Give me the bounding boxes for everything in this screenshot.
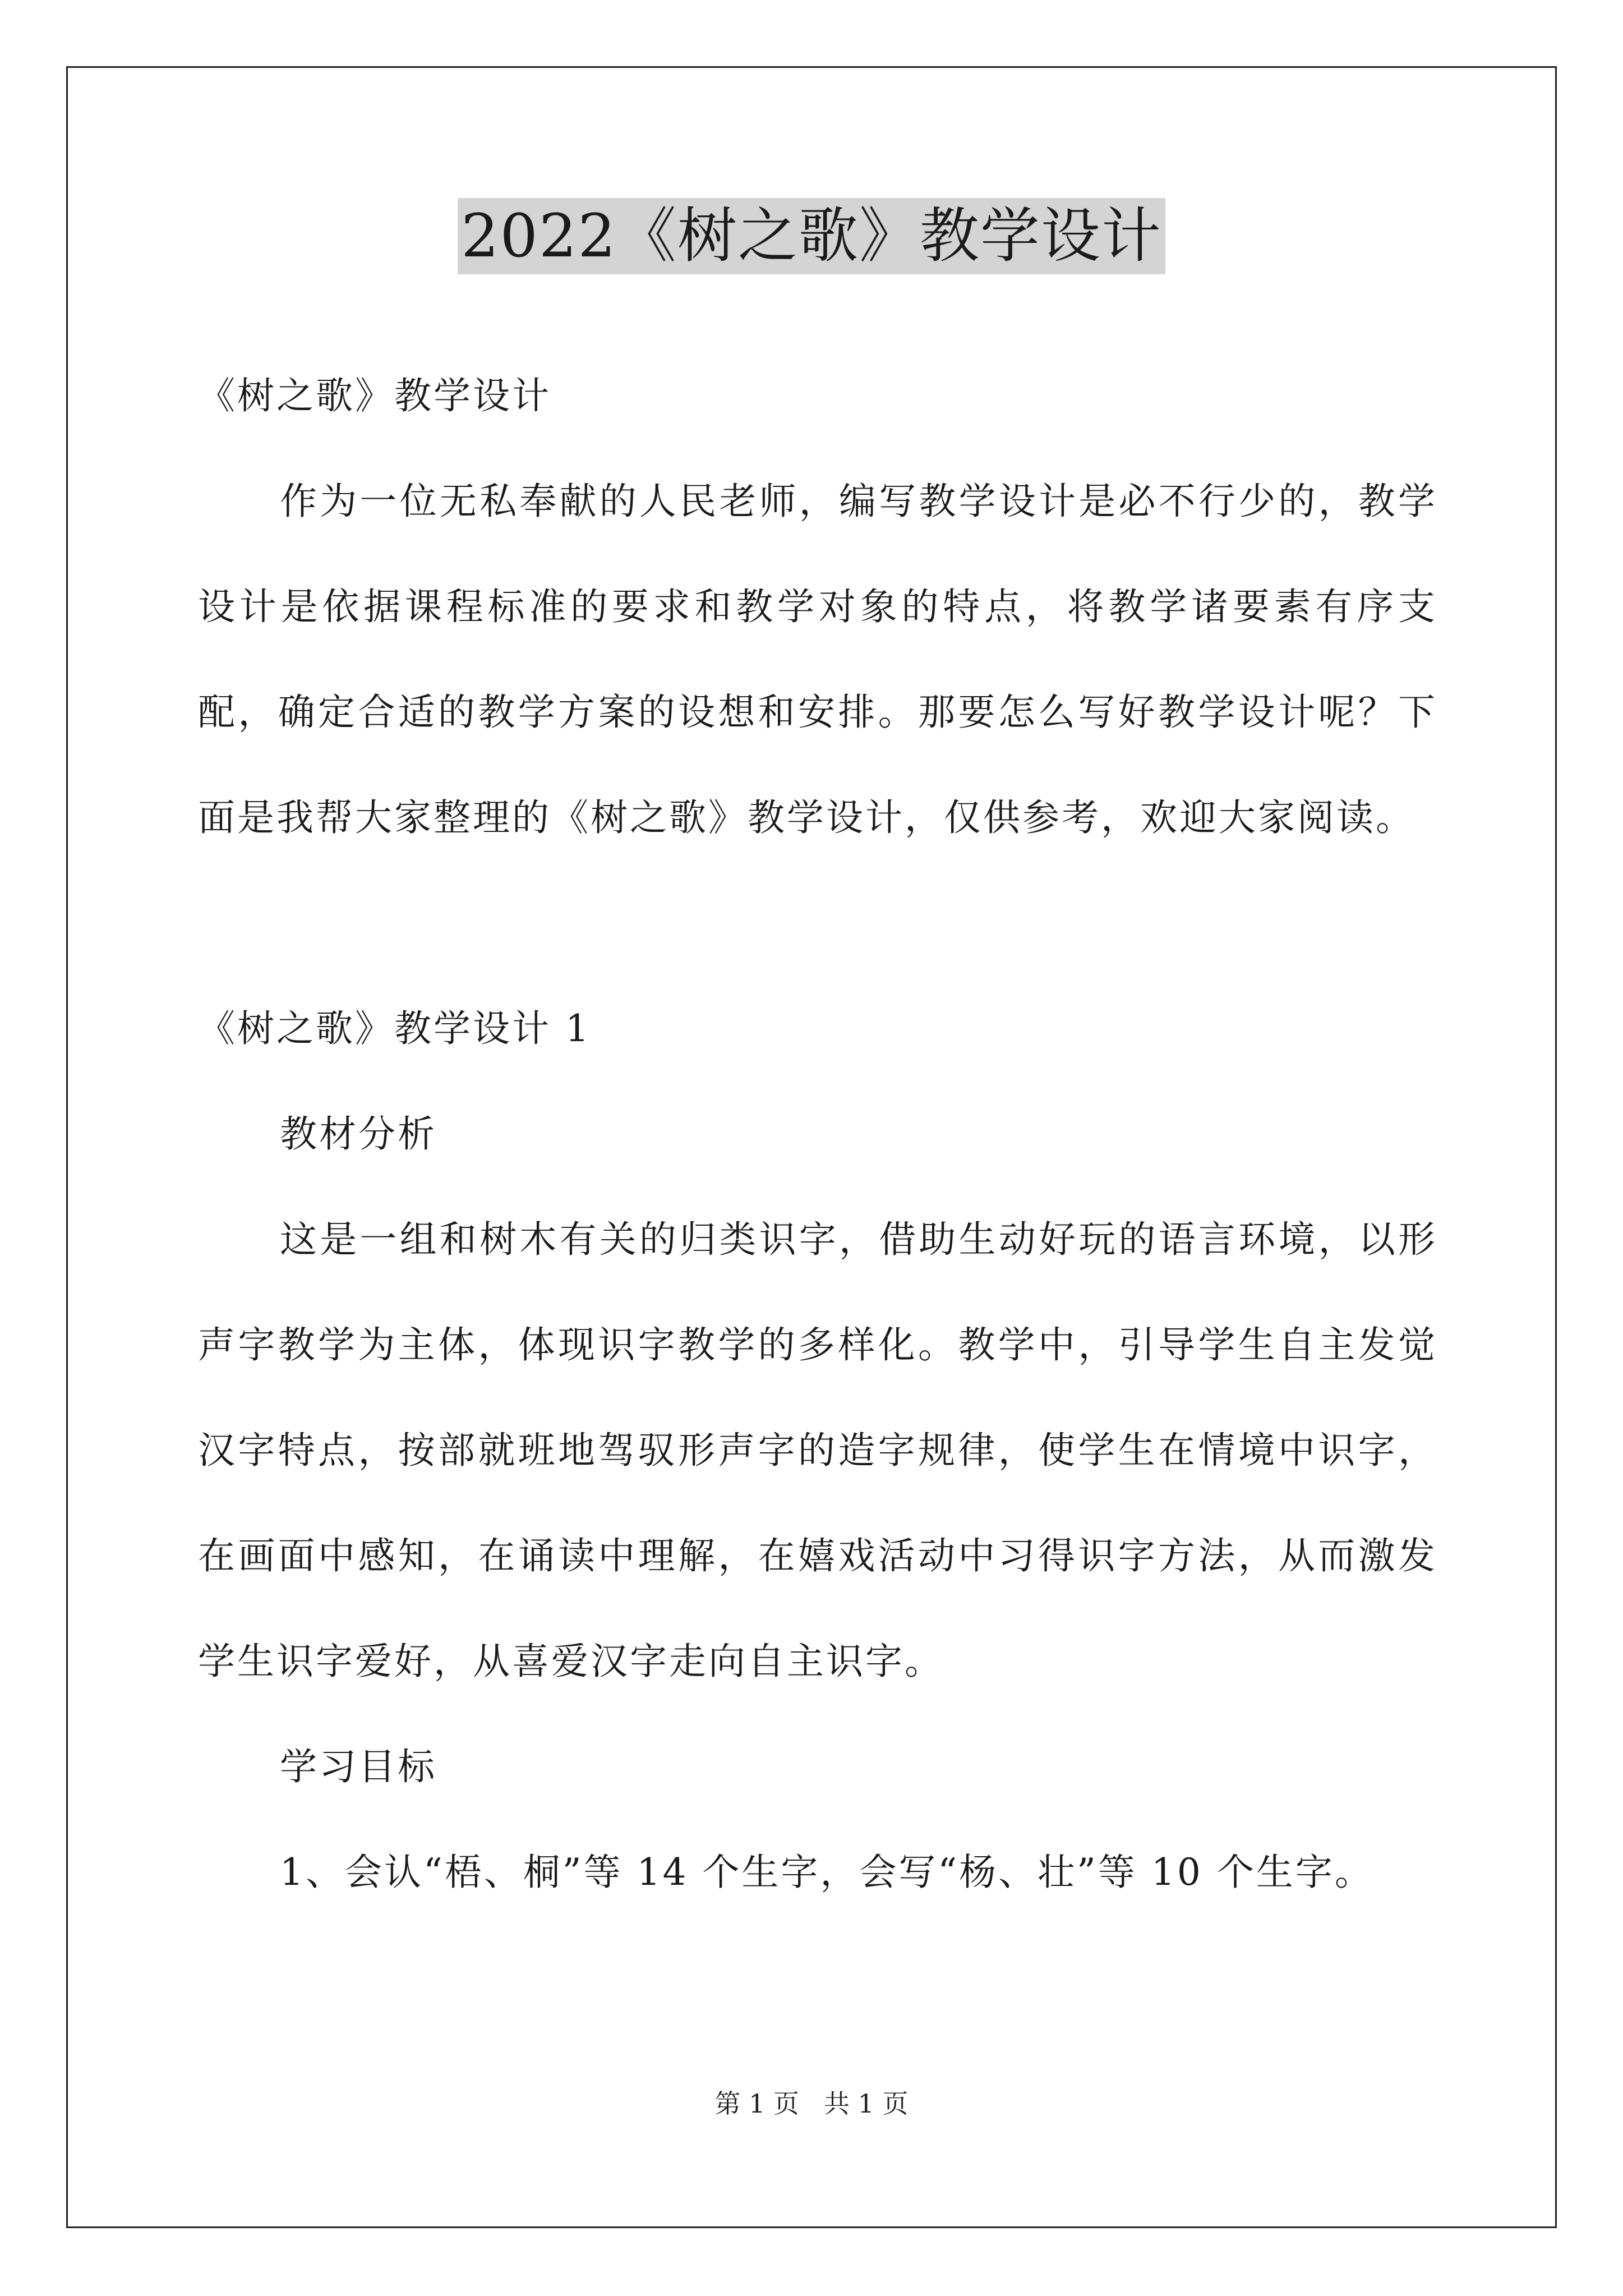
title-container xyxy=(0,198,1623,274)
section-heading: 《树之歌》教学设计 1 xyxy=(198,1007,591,1050)
materials-heading: 教材分析 xyxy=(280,1112,437,1156)
intro-paragraph: 作为一位无私奉献的人民老师，编写教学设计是必不行少的，教学设计是依据课程标准的要求和教学对象的特点，将教学诸要素有序支配，确定合适的教学方案的设想和安排。那要怎么写好教学设计呢？下面是我帮大家整理的《树之歌》教学设计，仅供参考，欢迎大家阅读。 xyxy=(198,480,1437,839)
page-number: 第 1 页 xyxy=(714,2088,799,2119)
goal-item-1: 1、会认“梧、桐”等 14 个生字，会写“杨、壮”等 10 个生字。 xyxy=(280,1851,1374,1894)
page-footer xyxy=(0,2087,1623,2120)
page-total: 共 1 页 xyxy=(824,2088,909,2119)
subtitle: 《树之歌》教学设计 xyxy=(198,374,551,417)
section-spacer xyxy=(198,871,1437,976)
document-title: 2022《树之歌》教学设计 xyxy=(458,198,1165,274)
goals-heading: 学习目标 xyxy=(280,1745,437,1788)
document-body xyxy=(198,343,1437,1925)
materials-paragraph: 这是一组和树木有关的归类识字，借助生动好玩的语言环境，以形声字教学为主体，体现识字教学的多样化。教学中，引导学生自主发觉汉字特点，按部就班地驾驭形声字的造字规律，使学生在情境中识字，在画面中感知，在诵读中理解，在嬉戏活动中习得识字方法，从而激发学生识字爱好，从喜爱汉字走向自主识字。 xyxy=(198,1218,1437,1683)
